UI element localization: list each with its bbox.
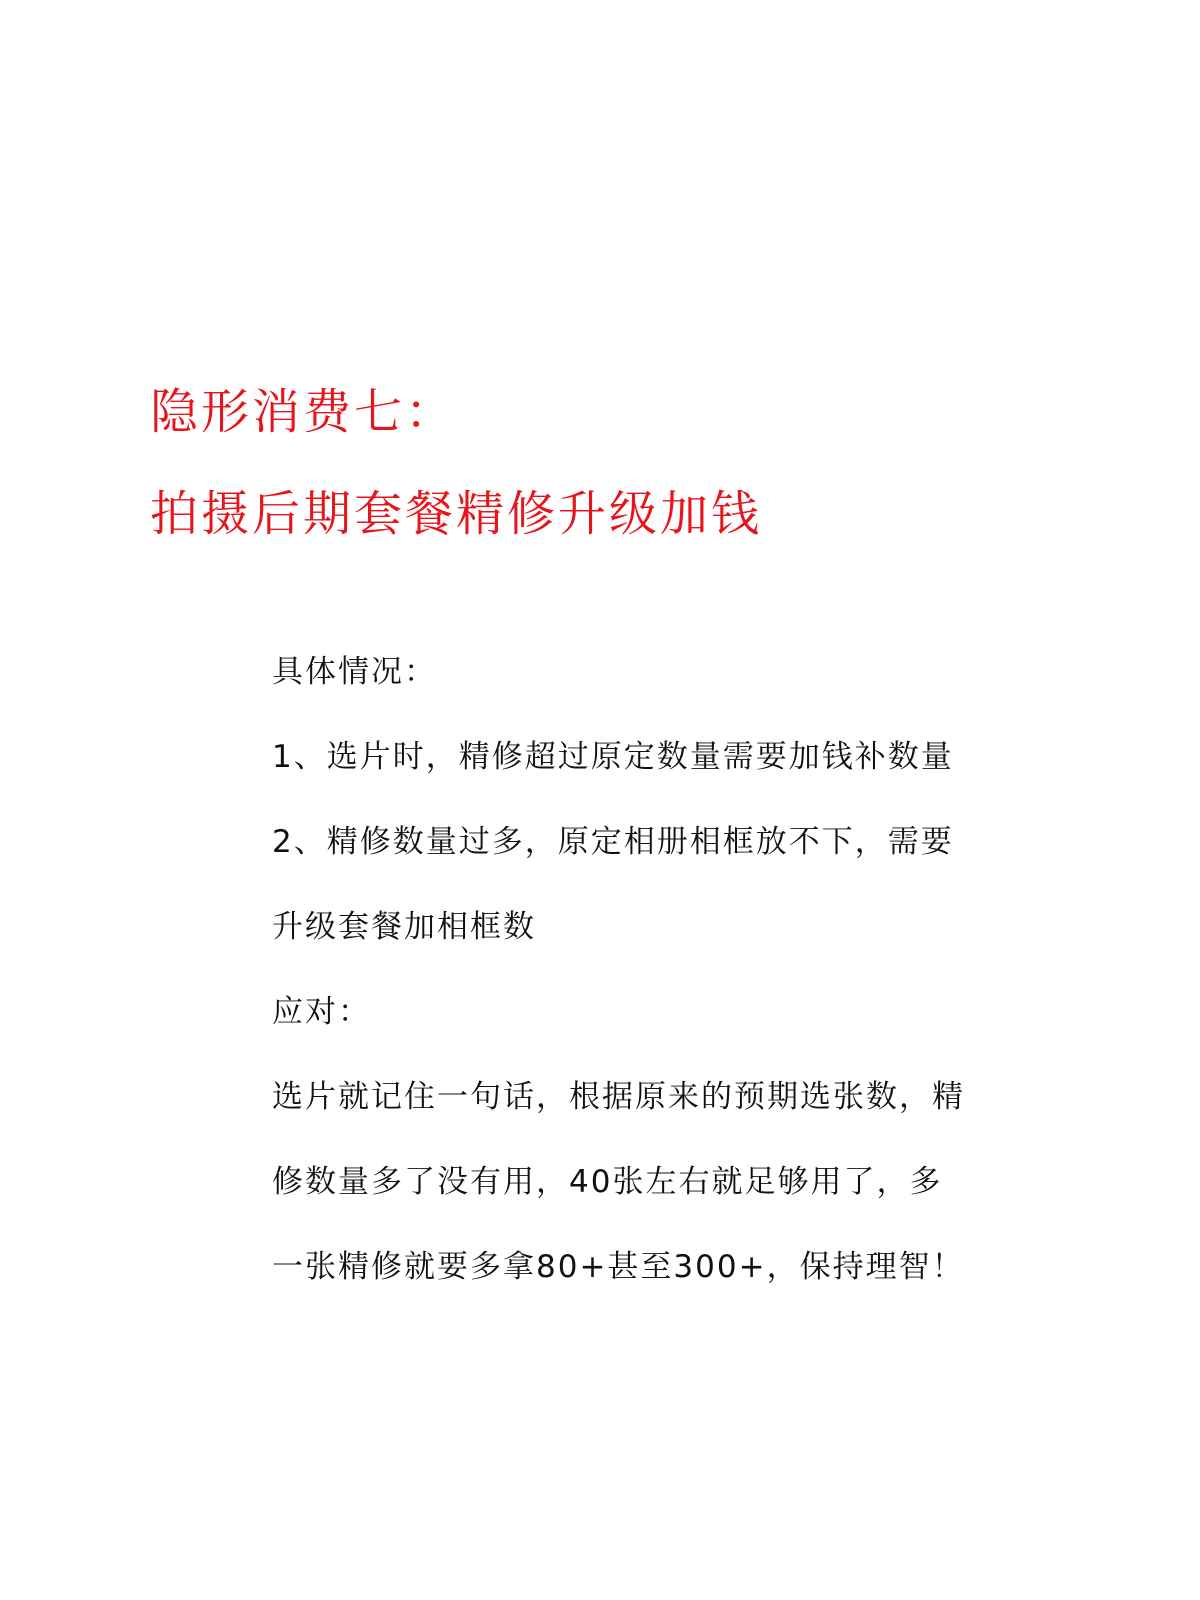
advice-line-2: 修数量多了没有用，40张左右就足够用了，多 (272, 1164, 943, 1200)
response-heading: 应对： (272, 994, 371, 1030)
title-block (150, 380, 1150, 546)
situation-item-1: 1、选片时，精修超过原定数量需要加钱补数量 (272, 739, 954, 775)
title-line-2: 拍摄后期套餐精修升级加钱 (150, 486, 763, 542)
advice-line-1: 选片就记住一句话，根据原来的预期选张数，精 (272, 1079, 965, 1115)
situation-item-2-line-2: 升级套餐加相框数 (272, 909, 536, 945)
advice-line-3: 一张精修就要多拿80+甚至300+，保持理智！ (272, 1249, 965, 1285)
situation-item-2-line-1: 2、精修数量过多，原定相册相框放不下，需要 (272, 824, 954, 860)
body-text (272, 648, 1072, 1328)
situation-heading: 具体情况： (272, 654, 437, 690)
title-line-1: 隐形消费七： (150, 384, 457, 440)
